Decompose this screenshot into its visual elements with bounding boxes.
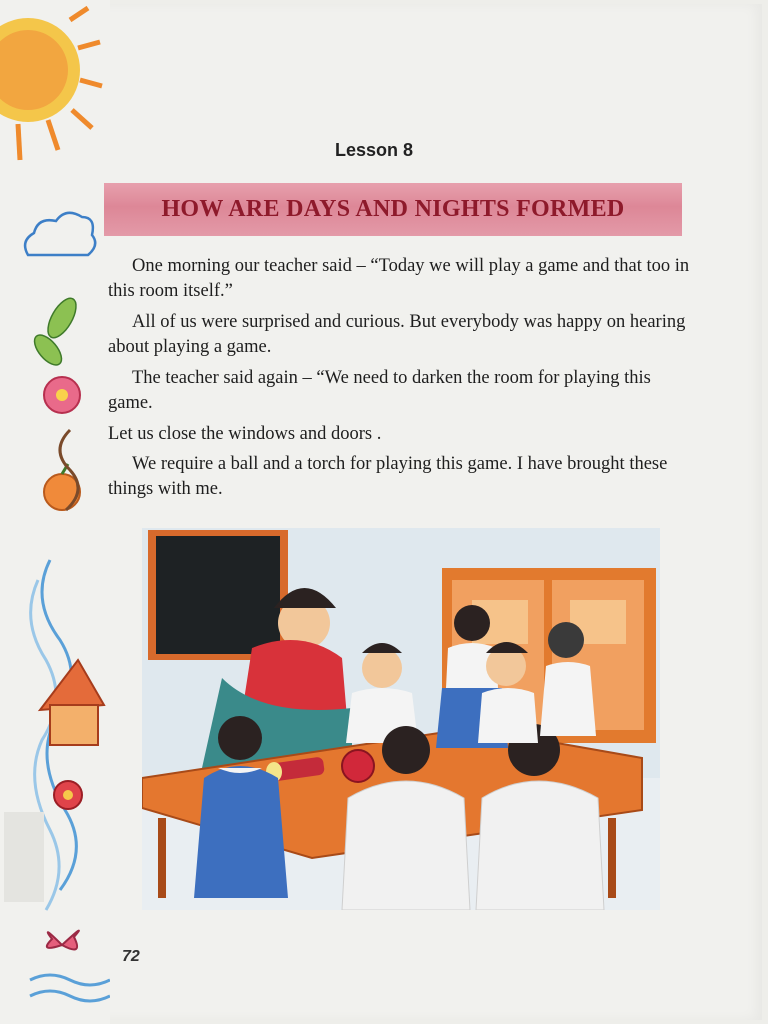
classroom-illustration (142, 528, 660, 910)
paragraph: All of us were surprised and curious. But everybody was happy on hearing about playing a game. (108, 312, 686, 357)
paragraph: The teacher said again – “We need to darken the room for playing this game. (108, 368, 651, 413)
paragraph: One morning our teacher said – “Today we will play a game and that too in this room itself.” (108, 256, 690, 301)
lesson-title-banner (104, 183, 682, 236)
red-flower-icon (54, 781, 82, 809)
decorative-border (0, 0, 110, 1024)
flower-icon (44, 377, 80, 413)
paragraph: Let us close the windows and doors . (108, 424, 382, 444)
paragraph: We require a ball and a torch for playing this game. I have brought these things with me. (108, 454, 668, 499)
page-number: 72 (122, 948, 140, 965)
ball-icon (342, 750, 374, 782)
lesson-number: Lesson 8 (335, 140, 414, 160)
lesson-title: HOW ARE DAYS AND NIGHTS FORMED (161, 196, 625, 222)
